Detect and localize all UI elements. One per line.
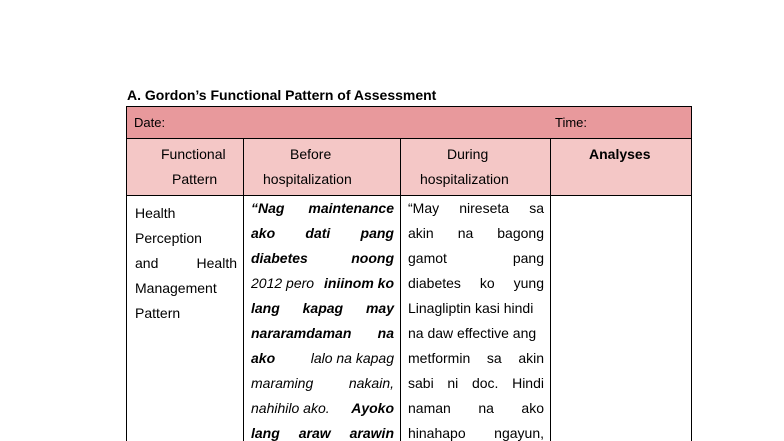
cell-text: and	[135, 255, 159, 271]
cell-text: Pattern	[135, 305, 181, 321]
cell-before-hospitalization	[251, 196, 394, 441]
cell-text: ni	[447, 375, 459, 391]
cell-text: diabetes	[408, 275, 461, 291]
cell-text: maintenance	[308, 200, 394, 216]
column-divider	[550, 139, 551, 441]
column-divider	[243, 139, 244, 441]
cell-text: sa	[529, 200, 544, 216]
cell-text: gamot	[408, 250, 447, 266]
time-label: Time:	[555, 115, 588, 130]
cell-text: bagong	[497, 225, 544, 241]
cell-text: dati	[305, 225, 331, 241]
cell-text: nahihilo ako.	[251, 400, 330, 416]
header-during-hospitalization	[401, 139, 550, 196]
date-label: Date:	[134, 115, 166, 130]
cell-functional-pattern	[135, 196, 237, 326]
cell-text: na daw effective ang	[408, 325, 537, 341]
cell-text: araw	[298, 425, 331, 441]
cell-text: ako	[251, 225, 276, 241]
cell-text: iniinom ko	[324, 275, 394, 291]
cell-during-hospitalization	[408, 196, 544, 441]
cell-text: kapag	[302, 300, 344, 316]
cell-text: Ayoko	[351, 400, 394, 416]
cell-text: na	[377, 325, 394, 341]
cell-text: Perception	[135, 230, 202, 246]
header-functional-pattern	[127, 139, 243, 196]
cell-text: Hindi	[512, 375, 544, 391]
cell-text: pang	[360, 225, 394, 241]
cell-text: ako	[251, 350, 276, 366]
cell-text: Linagliptin kasi hindi	[408, 300, 534, 316]
cell-text: noong	[351, 250, 394, 266]
header-text: hospitalization	[263, 171, 352, 187]
cell-text: metformin	[408, 350, 471, 366]
cell-text: Health	[135, 205, 176, 221]
cell-text: arawin	[349, 425, 394, 441]
cell-text: diabetes	[251, 250, 308, 266]
cell-text: sa	[486, 350, 502, 366]
cell-text: nakain,	[348, 375, 394, 391]
cell-text: doc.	[471, 375, 499, 391]
date-time-row	[127, 107, 691, 139]
cell-text: yung	[513, 275, 544, 291]
cell-text: lalo na kapag	[310, 350, 394, 366]
cell-text: naman	[408, 400, 451, 416]
cell-text: ngayun,	[494, 425, 544, 441]
header-text: hospitalization	[420, 171, 509, 187]
cell-text: ako	[521, 400, 544, 416]
cell-text: may	[365, 300, 394, 316]
cell-text: Management	[135, 280, 217, 296]
cell-text: hinahapo	[408, 425, 466, 441]
cell-text: nararamdaman	[251, 325, 352, 341]
header-analyses	[551, 139, 691, 196]
cell-text: Health	[196, 255, 237, 271]
cell-text: na	[478, 400, 494, 416]
cell-text: nireseta	[459, 200, 510, 216]
cell-text: ko	[479, 275, 495, 291]
cell-text: akin	[518, 350, 544, 366]
header-before-hospitalization	[244, 139, 400, 196]
cell-text: pang	[512, 250, 544, 266]
column-divider	[400, 139, 401, 441]
cell-text: maraming	[251, 375, 314, 391]
assessment-table	[126, 106, 692, 441]
cell-text: sabi	[408, 375, 434, 391]
header-text: Analyses	[589, 146, 651, 162]
cell-text: akin	[408, 225, 434, 241]
cell-text: lang	[251, 425, 280, 441]
cell-text: lang	[251, 300, 280, 316]
section-title: A. Gordon’s Functional Pattern of Assessment	[127, 87, 437, 103]
header-text: Functional	[161, 146, 226, 162]
cell-analyses	[551, 196, 691, 201]
header-text: During	[447, 146, 489, 162]
header-text: Before	[290, 146, 332, 162]
cell-text: “Nag	[251, 200, 285, 216]
cell-text: 2012 pero	[251, 275, 315, 291]
header-text: Pattern	[172, 171, 218, 187]
cell-text: na	[457, 225, 474, 241]
cell-text: “May	[408, 200, 440, 216]
